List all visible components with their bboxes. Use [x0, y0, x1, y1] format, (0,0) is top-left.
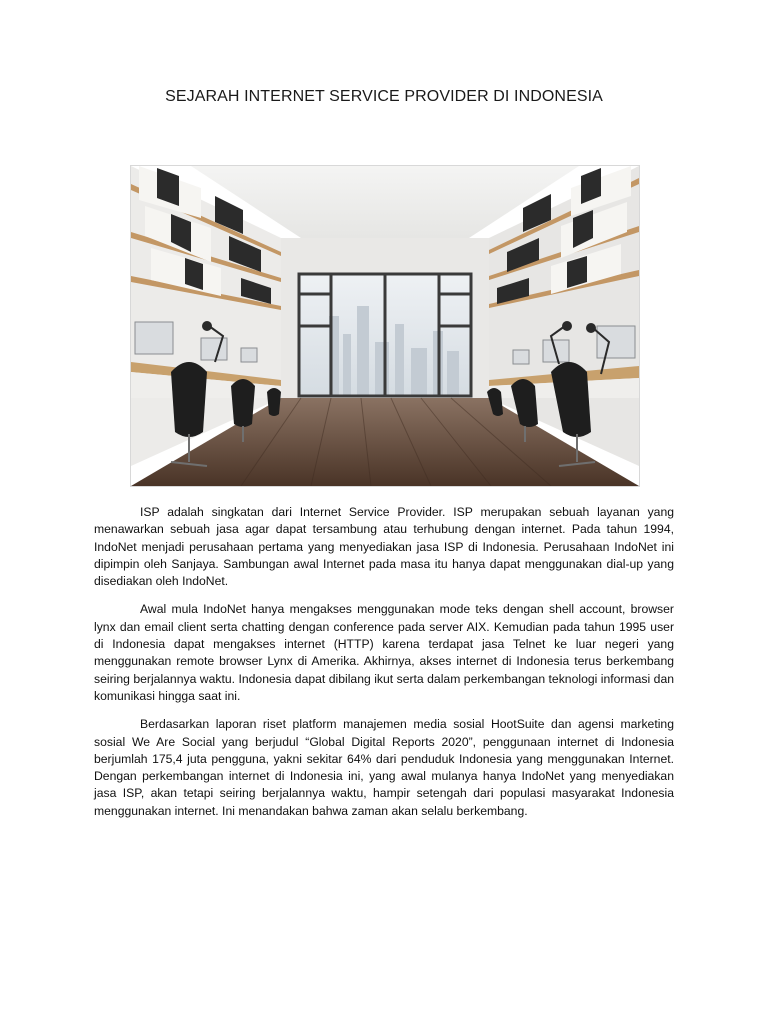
paragraph-1: ISP adalah singkatan dari Internet Service Provider. ISP merupakan sebuah layanan yang menawarkan sebuah jasa agar dapat tersambung atau terhubung dengan internet. Pada tahun 1994, IndoNet menjadi perusahaan pertama yang menyediakan jasa ISP di Indonesia. Perusahaan IndoNet ini dipimpin oleh Sanjaya. Sambungan awal Internet pada masa itu hanya dapat menggunakan dial-up yang disediakan oleh IndoNet. — [94, 505, 674, 589]
paragraph-2: Awal mula IndoNet hanya mengakses menggunakan mode teks dengan shell account, browser lynx dan email client serta chatting dengan conference pada server AIX. Kemudian pada tahun 1995 user di Indonesia dapat mengakses internet (HTTP) karena terdapat jasa Telnet ke luar negeri yang menggunakan remote browser Lynx di Amerika. Akhirnya, akses internet di Indonesia terus berkembang seiring berjalannya waktu. Indonesia dapat dibilang ikut serta dalam perkembangan teknologi informasi dan komunikasi hingga saat ini. — [94, 602, 674, 703]
paragraph-3: Berdasarkan laporan riset platform manajemen media sosial HootSuite dan agensi marketing sosial We Are Social yang berjudul “Global Digital Reports 2020”, penggunaan internet di Indonesia berjumlah 175,4 juta pengguna, yakni sekitar 64% dari penduduk Indonesia yang menggunakan Internet. Dengan perkembangan internet di Indonesia ini, yang awal mulanya hanya IndoNet yang menyediakan jasa ISP, akan tetapi seiring berjalannya waktu, hampir setengah dari populasi masyarakat Indonesia menggunakan internet. Ini menandakan bahwa zaman akan selalu berkembang. — [94, 717, 674, 818]
article-body — [94, 504, 674, 831]
office-photo — [130, 165, 640, 487]
page-title: SEJARAH INTERNET SERVICE PROVIDER DI INDONESIA — [165, 88, 603, 105]
office-photo-icon — [131, 166, 639, 486]
